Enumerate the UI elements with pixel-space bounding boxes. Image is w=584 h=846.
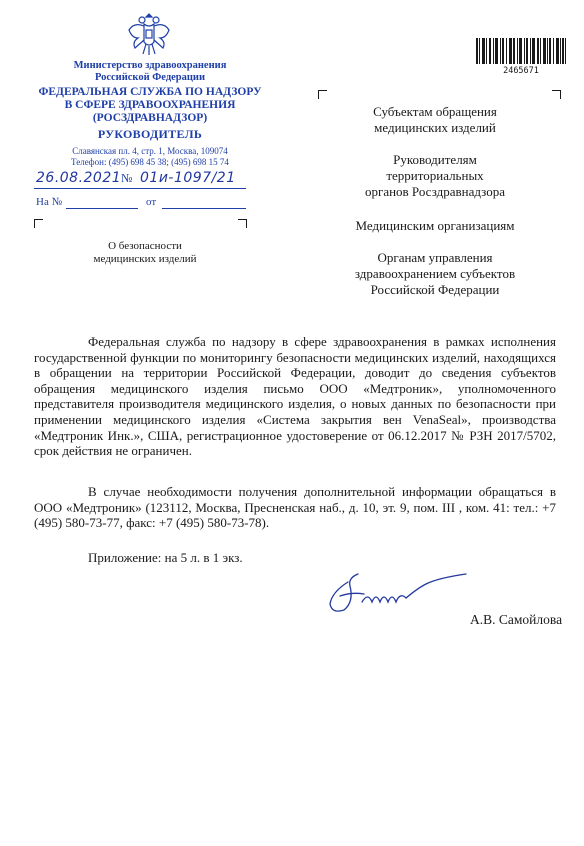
- agency-line-1: ФЕДЕРАЛЬНАЯ СЛУЖБА ПО НАДЗОРУ: [38, 86, 262, 98]
- addressee-corner-right: [552, 90, 561, 99]
- addressee-block-4: [320, 250, 550, 298]
- ministry-line-1: Министерство здравоохранения: [73, 60, 227, 71]
- addressee-3-line-1: Медицинским организациям: [355, 218, 515, 233]
- agency-address: [0, 146, 300, 168]
- registration-number: 01и-1097/21: [140, 170, 236, 186]
- ref-date-line: [162, 208, 246, 209]
- registration-underline: [34, 188, 246, 189]
- addressee-2-line-1: Руководителям: [393, 152, 477, 167]
- registration-date: 26.08.2021: [36, 170, 122, 186]
- addressee-2-line-2: территориальных: [386, 168, 484, 183]
- subject-corner-left: [34, 219, 43, 228]
- addressee-2-line-3: органов Росздравнадзора: [364, 184, 506, 199]
- subject-corner-right: [238, 219, 247, 228]
- signature-icon: [318, 562, 478, 622]
- addressee-4-line-3: Российской Федерации: [370, 282, 500, 297]
- ministry-name: [0, 60, 300, 84]
- addressee-block-1: [320, 104, 550, 136]
- agency-line-3: (РОСЗДРАВНАДЗОР): [92, 112, 208, 124]
- subject-line-2: медицинских изделий: [93, 253, 197, 265]
- head-title: РУКОВОДИТЕЛЬ: [97, 127, 203, 141]
- phone-line: Телефон: (495) 698 45 38; (495) 698 15 74: [71, 157, 229, 167]
- attachment-note: Приложение: на 5 л. в 1 экз.: [88, 550, 243, 565]
- agency-line-2: В СФЕРЕ ЗДРАВООХРАНЕНИЯ: [64, 99, 236, 111]
- agency-name: [0, 86, 300, 125]
- ref-number-label: На №: [36, 196, 63, 208]
- addressee-corner-left: [318, 90, 327, 99]
- addressee-4-line-1: Органам управления: [377, 250, 493, 265]
- barcode-icon: [476, 38, 566, 64]
- barcode-number: 2465671: [503, 66, 539, 76]
- subject-line-1: О безопасности: [108, 240, 182, 252]
- address-line: Славянская пл. 4, стр. 1, Москва, 109074: [72, 146, 228, 156]
- coat-of-arms-icon: [126, 8, 172, 58]
- ministry-line-2: Российской Федерации: [94, 72, 206, 83]
- body-paragraph-1: Федеральная служба по надзору в сфере здравоохранения в рамках исполнения государственной функции по мониторингу безопасности медицинских изделий, находящихся в обращении на территории Российской Федерации, доводит до сведения субъектов обращения медицинского изделия письмо ООО «Медтроник», уполномоченного представителя производителя медицинского изделия, о новых данных по безопасности при применении медицинского изделия «Система закрытия вен VenaSeal», производства «Медтроник Инк.», США, регистрационное удостоверение от 06.12.2017 № РЗН 2017/5702, срок действия не ограничен.: [34, 334, 556, 459]
- body-paragraph-2: В случае необходимости получения дополнительной информации обращаться в ООО «Медтроник» (123112, Москва, Пресненская наб., д. 10, эт. 9, пом. III , ком. 41: тел.: +7 (495) 580-73-77, факс: +7 (495) 580-73-78).: [34, 484, 556, 531]
- signatory-name: А.В. Самойлова: [470, 612, 563, 627]
- addressee-block-2: [320, 152, 550, 200]
- addressee-block-3: [320, 218, 550, 234]
- addressee-4-line-2: здравоохранением субъектов: [354, 266, 516, 281]
- addressee-1-line-2: медицинских изделий: [374, 120, 496, 135]
- addressee-1-line-1: Субъектам обращения: [373, 104, 497, 119]
- registration-number-sign: №: [121, 171, 133, 185]
- subject-heading: [60, 240, 230, 266]
- ref-date-label: от: [146, 196, 157, 208]
- ref-number-line: [66, 208, 138, 209]
